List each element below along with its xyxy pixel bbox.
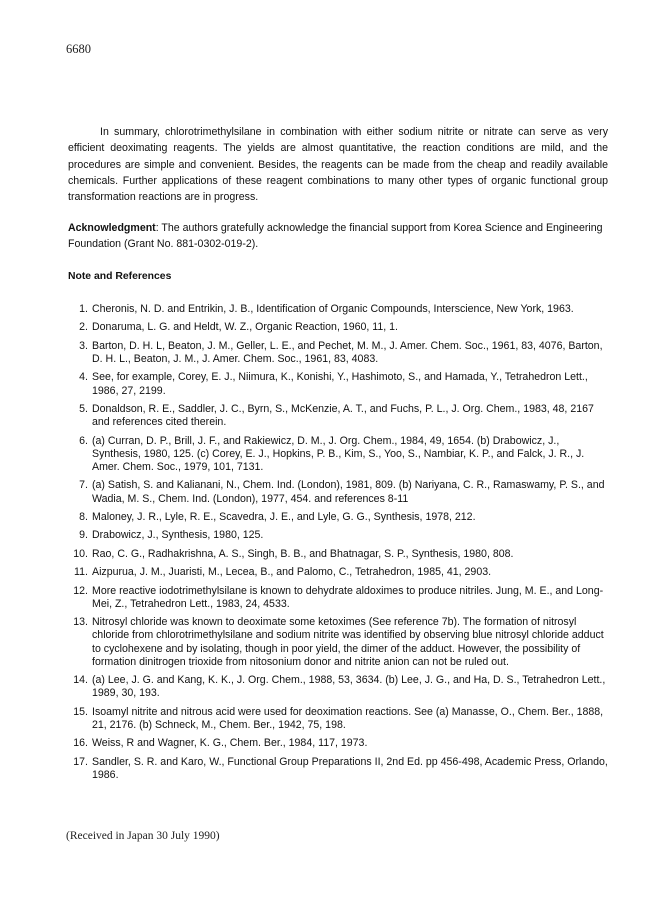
reference-item <box>68 674 608 700</box>
reference-number: 15. <box>73 705 88 718</box>
reference-text: (a) Curran, D. P., Brill, J. F., and Rakiewicz, D. M., J. Org. Chem., 1984, 49, 1654. (b) Drabowicz, J., Synthesis, 1980, 125. (c) Corey, E. J., Hopkins, P. B., Kim, S., Yoo, S., Nambiar, K. P., and Falck, J. R., J. Amer. Chem. Soc., 1979, 101, 7131. <box>92 434 585 473</box>
received-date: (Received in Japan 30 July 1990) <box>66 830 220 842</box>
reference-text: Drabowicz, J., Synthesis, 1980, 125. <box>92 529 264 542</box>
reference-text: Donaruma, L. G. and Heldt, W. Z., Organic Reaction, 1960, 11, 1. <box>92 321 398 334</box>
reference-item <box>68 435 608 475</box>
reference-text: More reactive iodotrimethylsilane is known to dehydrate aldoximes to produce nitriles. Jung, M. E., and Long-Mei, Z., Tetrahedron Lett., 1983, 24, 4533. <box>92 584 604 610</box>
reference-text: Weiss, R and Wagner, K. G., Chem. Ber., 1984, 117, 1973. <box>92 737 368 750</box>
reference-item <box>68 303 608 316</box>
reference-text: Donaldson, R. E., Saddler, J. C., Byrn, S., McKenzie, A. T., and Fuchs, P. L., J. Org. Chem., 1983, 48, 2167 and references cited therein. <box>92 402 594 429</box>
reference-number: 7. <box>79 479 88 492</box>
acknowledgment-paragraph <box>68 220 608 253</box>
reference-item <box>68 737 608 750</box>
reference-item <box>68 321 608 334</box>
acknowledgment-label: Acknowledgment <box>68 222 156 234</box>
reference-text: Aizpurua, J. M., Juaristi, M., Lecea, B., and Palomo, C., Tetrahedron, 1985, 41, 2903. <box>92 566 492 579</box>
summary-text: In summary, chlorotrimethylsilane in combination with either sodium nitrite or nitrate can serve as very efficient deoximating reagents. The yields are almost quantitative, the reaction conditions are mild, and the procedures are simple and convenient. Besides, the reagents can be made from the cheap and readily available chemicals. Further applications of these reagent combinations to many other types of organic functional group transformation reactions are in progress. <box>68 126 608 204</box>
reference-text: Barton, D. H. L, Beaton, J. M., Geller, L. E., and Pechet, M. M., J. Amer. Chem. Soc., 1961, 83, 4076, Barton, D. H. L., Beaton, J. M., J. Amer. Chem. Soc., 1961, 83, 4083. <box>92 339 603 365</box>
reference-item <box>68 585 608 611</box>
reference-item <box>68 403 608 429</box>
acknowledgment-text: : The authors gratefully acknowledge the financial support from Korea Science and Engineering Foundation (Grant No. 881-0302-019-2). <box>68 222 603 251</box>
reference-text: See, for example, Corey, E. J., Niimura, K., Konishi, Y., Hashimoto, S., and Hamada, Y., Tetrahedron Lett., 1986, 27, 2199. <box>92 371 588 397</box>
reference-item <box>68 756 608 782</box>
reference-number: 12. <box>73 584 88 597</box>
reference-item <box>68 340 608 366</box>
reference-number: 6. <box>79 434 88 447</box>
reference-number: 10. <box>73 547 88 560</box>
reference-item <box>68 548 608 561</box>
reference-item <box>68 706 608 732</box>
reference-number: 4. <box>79 371 88 384</box>
reference-text: Rao, C. G., Radhakrishna, A. S., Singh, B. B., and Bhatnagar, S. P., Synthesis, 1980, 808. <box>92 547 514 560</box>
reference-number: 16. <box>73 737 88 750</box>
reference-text: Nitrosyl chloride was known to deoximate some ketoximes (See reference 7b). The formation of nitrosyl chloride from chlorotrimethylsilane and sodium nitrite was identified by observing blue nitrosyl chloride adduct to cyclohexene and by isolating, though in poor yield, the dimer of the adduct. However, the possibility of formation dinitrogen trioxide from nitosonium donor and nitrite anion can not be ruled out. <box>92 616 604 668</box>
reference-number: 13. <box>73 616 88 629</box>
references-list <box>68 303 608 787</box>
reference-text: Isoamyl nitrite and nitrous acid were used for deoximation reactions. See (a) Manasse, O., Chem. Ber., 1888, 21, 2176. (b) Schneck, M., Chem. Ber., 1942, 75, 198. <box>92 705 604 731</box>
reference-number: 17. <box>73 755 88 768</box>
reference-number: 1. <box>79 303 88 315</box>
reference-number: 14. <box>73 674 88 687</box>
reference-number: 5. <box>79 402 88 415</box>
reference-text: Maloney, J. R., Lyle, R. E., Scavedra, J. E., and Lyle, G. G., Synthesis, 1978, 212. <box>92 510 476 523</box>
reference-number: 2. <box>79 321 88 334</box>
reference-item <box>68 371 608 397</box>
reference-number: 9. <box>79 529 88 542</box>
reference-item <box>68 616 608 669</box>
summary-paragraph <box>68 124 608 205</box>
reference-number: 3. <box>79 339 88 352</box>
reference-text: (a) Lee, J. G. and Kang, K. K., J. Org. Chem., 1988, 53, 3634. (b) Lee, J. G., and Ha, D. S., Tetrahedron Lett., 1989, 30, 193. <box>92 674 606 700</box>
reference-item <box>68 479 608 505</box>
reference-text: Sandler, S. R. and Karo, W., Functional Group Preparations II, 2nd Ed. pp 456-498, Academic Press, Orlando, 1986. <box>92 755 608 781</box>
reference-item <box>68 529 608 542</box>
reference-text: (a) Satish, S. and Kalianani, N., Chem. Ind. (London), 1981, 809. (b) Nariyana, C. R., Ramaswamy, P. S., and Wadia, M. S., Chem. Ind. (London), 1977, 454. and references 8-11 <box>92 479 605 505</box>
reference-text: Cheronis, N. D. and Entrikin, J. B., Identification of Organic Compounds, Interscience, New York, 1963. <box>92 303 574 315</box>
reference-number: 8. <box>79 510 88 523</box>
reference-item <box>68 566 608 579</box>
reference-number: 11. <box>74 566 88 579</box>
page-number: 6680 <box>66 42 91 56</box>
references-heading: Note and References <box>68 271 172 282</box>
reference-item <box>68 511 608 524</box>
